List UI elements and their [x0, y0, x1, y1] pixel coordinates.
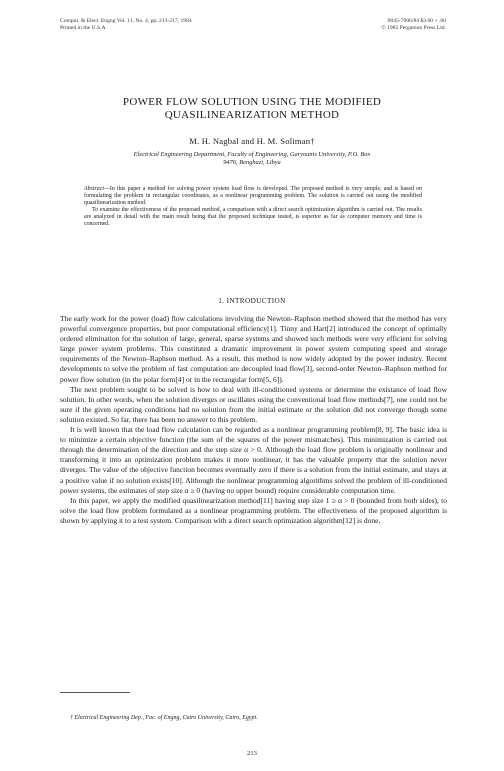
- abstract-paragraph-1: [84, 186, 422, 207]
- body-paragraph-2: The next problem sought to be solved is how to deal with ill-conditioned systems or determine the existance of load flow solution. In other words, when the solution diverges or oscillates using the conventional load flow methods[7], one could not be sure if the given operating conditions had no solution from the initial estimate or the solution did not converge though some solution existed. So far, there has been no answer to this problem.: [60, 384, 447, 424]
- journal-header: [60, 18, 192, 32]
- footnote-divider: [60, 692, 130, 693]
- body-paragraph-4: In this paper, we apply the modified quasilinearization method[11] having step size 1 ≥ α > 0 (bounded from both sides), to solve the load flow problem formulated as a nonlinear programming problem. The effectiveness of the proposed algorithm is shown by applying it to a test system. Comparison with a direct search optimization algorithm[12] is done.: [60, 495, 447, 525]
- affiliation-line-1: Electrical Engineering Department, Faculty of Engineering, Garyounis University, P.O. Box: [133, 151, 371, 158]
- paper-title: [0, 96, 504, 121]
- abstract: [84, 186, 422, 228]
- footnote: † Electrical Engineering Dep., Fac. of Engng, Cairo University, Cairo, Egypt.: [70, 715, 258, 721]
- title-line-2: QUASILINEARIZATION METHOD: [164, 108, 340, 121]
- affiliation-line-2: 9476, Benghazi, Libya: [223, 159, 281, 166]
- affiliation: [75, 151, 429, 167]
- section-heading: 1. INTRODUCTION: [218, 297, 286, 305]
- abstract-text-1: —In this paper a method for solving power system load flow is developed. The proposed method is very simple, and is based on formulating the problem in rectangular coordinates, as a nonlinear programming problem. The solution is carried out using the modified quasilinearization method.: [84, 186, 422, 206]
- journal-citation: Comput. & Elect. Engng Vol. 11, No. 4, pp. 213-217, 1984: [60, 18, 192, 24]
- authors: M. H. Nagbal and H. M. Soliman†: [189, 136, 315, 146]
- abstract-label: Abstract: [84, 186, 104, 192]
- abstract-paragraph-2: To examine the effectiveness of the proposed method, a comparison with a direct search optimization algorithm is carried out. The results are analyzed in detail with the main result being that the proposed technique tested, is superior as far as computer memory and time is concerned.: [84, 207, 422, 227]
- publisher-header: [381, 18, 446, 32]
- body-text: [60, 314, 447, 526]
- copyright-notice: © 1985 Pergamon Press Ltd.: [381, 25, 446, 32]
- page-number: 213: [247, 750, 257, 757]
- body-paragraph-3: It is well known that the load flow calculation can be regarded as a nonlinear programming problem[8, 9]. The basic idea is to minimize a certain objective function (the sum of the squares of the power mismatches). This minimization is carried out through the determination of the direction and the step size α > 0. Although the load flow problem is originally nonlinear and transforming it into an optimization problem makes it more nonlinear, it has the valuable property that the solution never diverges. The value of the objective function becomes eventually zero if there is a solution from the initial estimate, and stays at a positive value if no solution exists[10]. Although the nonlinear programming algorithms solved the problem of ill-conditioned power systems, the estimates of step size α ≥ 0 (having no upper bound) require considerable computation time.: [60, 425, 447, 495]
- body-paragraph-1: The early work for the power (load) flow calculations involving the Newton–Raphson method showed that the method has very powerful convergence properties, but poor computational efficiency[1]. Tinny and Hart[2] introduced the concept of optimally ordered elimination for the solution of large, general, sparse systems and showed such methods were very efficient for solving large power system problems. This constituted a dramatic improvement in power system computing speed and storage requirements of the Newton–Raphson method. As a result, this method is now widely adopted by the power industry. Recent developments to solve the problem of fast computation are decoupled load flow[3], second-order Newton–Raphson method for power flow solution (in the polar form[4] or in the rectangular form[5, 6]).: [60, 314, 447, 384]
- printed-location: Printed in the U.S.A.: [60, 25, 107, 32]
- article-code: 0045-7906/84 $3.00 + .00: [387, 18, 446, 24]
- title-line-1: POWER FLOW SOLUTION USING THE MODIFIED: [122, 96, 382, 108]
